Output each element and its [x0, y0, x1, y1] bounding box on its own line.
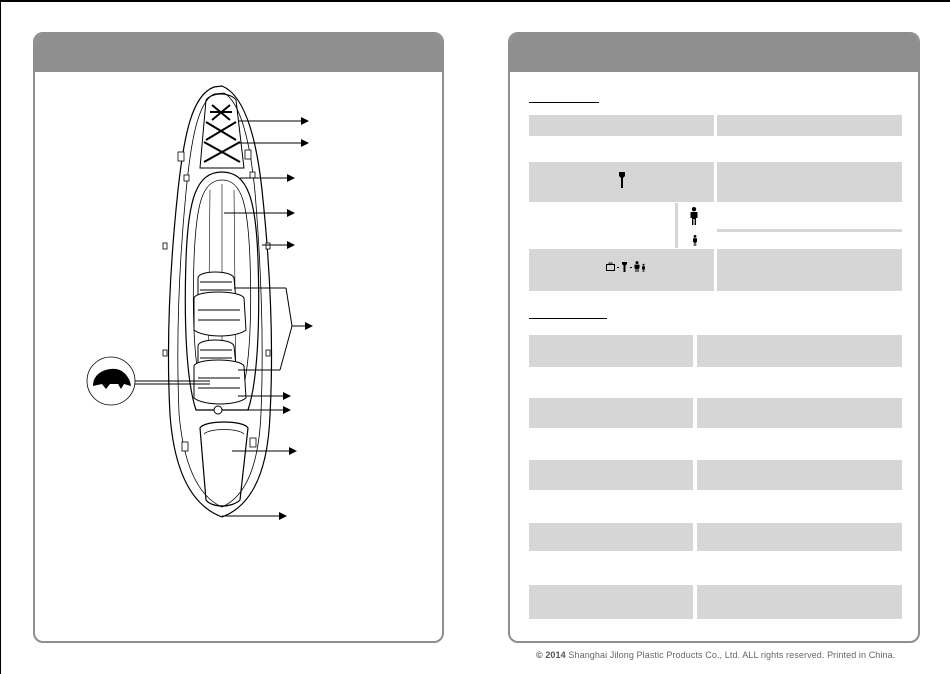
- copyright-year: © 2014: [536, 650, 566, 660]
- valve: [214, 406, 222, 414]
- copyright-footer: [536, 650, 916, 660]
- copyright-text: Shanghai Jilong Plastic Products Co., Ltd. ALL rights reserved. Printed in China.: [568, 650, 896, 660]
